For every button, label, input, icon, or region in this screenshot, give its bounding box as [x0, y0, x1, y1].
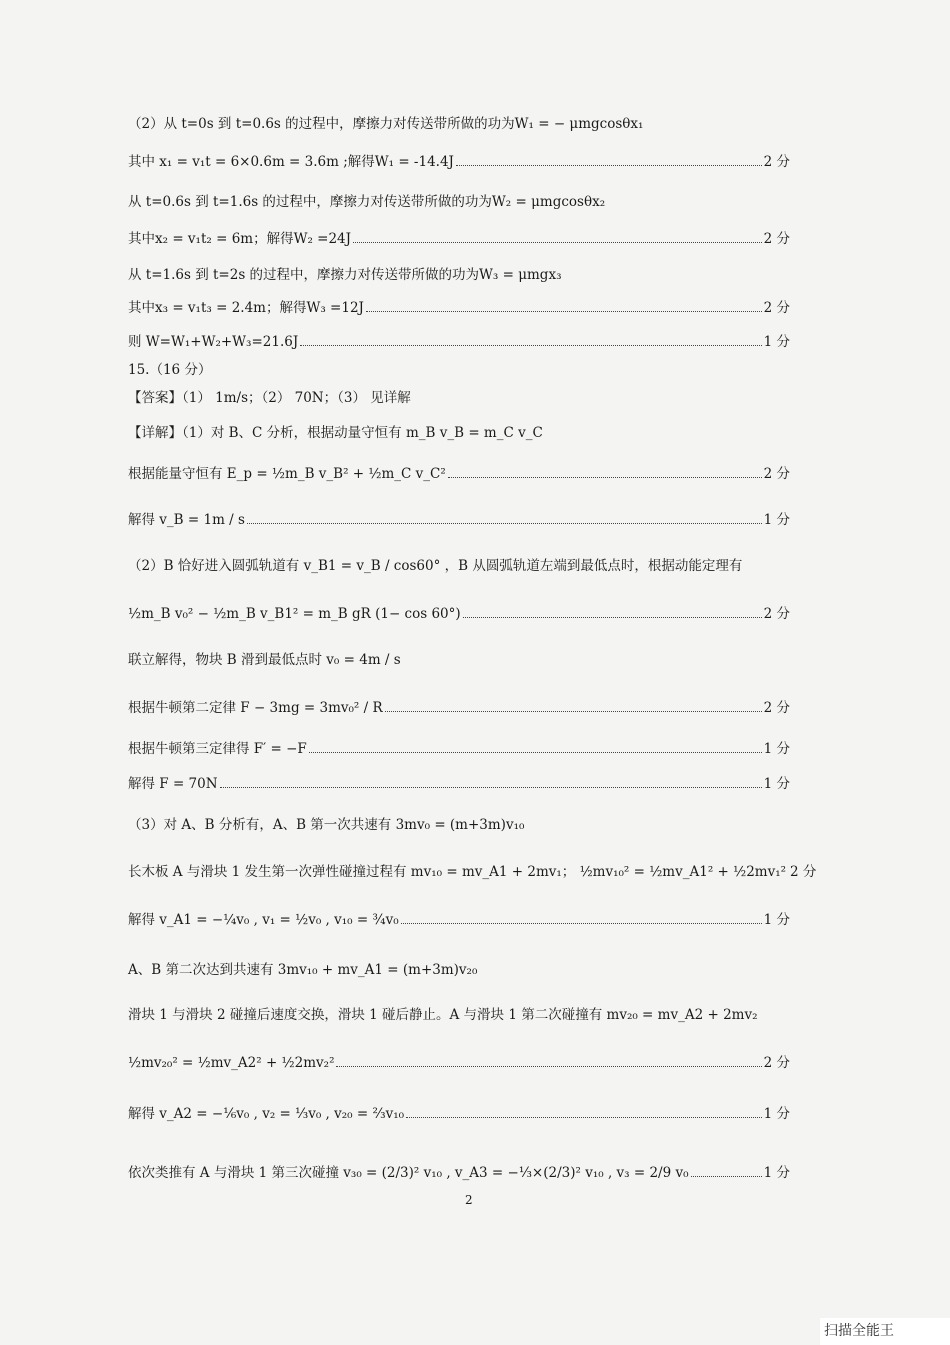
page-number: 2	[465, 1193, 473, 1207]
scanner-badge	[820, 1318, 950, 1345]
line-12: 解得 v_B = 1m / s 1 分	[128, 508, 790, 528]
score: 1 分	[763, 912, 790, 928]
score: 2 分	[763, 1055, 790, 1071]
score: 1 分	[763, 334, 790, 350]
score: 2 分	[763, 231, 790, 247]
line-18: 解得 F = 70N 1 分	[128, 772, 790, 792]
scanner-badge-label: 扫描全能王	[824, 1323, 894, 1339]
score: 2 分	[763, 606, 790, 622]
line-19: （3）对 A、B 分析有，A、B 第一次共速有 3mv₀ = (m+3m)v₁₀	[128, 817, 525, 833]
line-6: 其中x₃ = v₁t₃ = 2.4m；解得W₃ =12J 2 分	[128, 296, 790, 316]
line-2: 其中 x₁ = v₁t = 6×0.6m = 3.6m ;解得W₁ = -14.4J 2 分	[128, 150, 790, 170]
line-9: 【答案】（1） 1m/s；（2） 70N；（3） 见详解	[128, 390, 411, 406]
score: 2 分	[763, 466, 790, 482]
line-5: 从 t=1.6s 到 t=2s 的过程中，摩擦力对传送带所做的功为W₃ = μmgx₃	[128, 267, 562, 283]
score: 2 分	[763, 300, 790, 316]
line-4: 其中x₂ = v₁t₂ = 6m；解得W₂ =24J 2 分	[128, 227, 790, 247]
line-15: 联立解得，物块 B 滑到最低点时 v₀ = 4m / s	[128, 652, 401, 668]
line-23: 滑块 1 与滑块 2 碰撞后速度交换，滑块 1 碰后静止。A 与滑块 1 第二次碰撞有 mv₂₀ = mv_A2 + 2mv₂	[128, 1007, 758, 1023]
score: 2 分	[763, 700, 790, 716]
line-17: 根据牛顿第三定律得 F′ = −F 1 分	[128, 737, 790, 757]
score: 1 分	[763, 1106, 790, 1122]
line-8: 15.（16 分）	[128, 362, 212, 378]
line-24: ½mv₂₀² = ½mv_A2² + ½2mv₂² 2 分	[128, 1051, 790, 1071]
line-22: A、B 第二次达到共速有 3mv₁₀ + mv_A1 = (m+3m)v₂₀	[128, 962, 478, 978]
score: 2 分	[763, 154, 790, 170]
score: 1 分	[763, 741, 790, 757]
line-14: ½m_B v₀² − ½m_B v_B1² = m_B gR (1− cos 60°) 2 分	[128, 602, 790, 622]
line-26: 依次类推有 A 与滑块 1 第三次碰撞 v₃₀ = (2/3)² v₁₀ , v_A3 = −⅓×(2/3)² v₁₀ , v₃ = 2/9 v₀ 1 分	[128, 1161, 790, 1181]
line-13: （2）B 恰好进入圆弧轨道有 v_B1 = v_B / cos60° ，B 从圆弧轨道左端到最低点时，根据动能定理有	[128, 558, 743, 574]
score: 1 分	[763, 776, 790, 792]
score: 1 分	[763, 1165, 790, 1181]
line-21: 解得 v_A1 = −¼v₀ , v₁ = ½v₀ , v₁₀ = ¾v₀ 1 分	[128, 908, 790, 928]
line-10: 【详解】（1）对 B、C 分析，根据动量守恒有 m_B v_B = m_C v_C	[128, 425, 543, 441]
line-7: 则 W=W₁+W₂+W₃=21.6J 1 分	[128, 330, 790, 350]
line-1: （2）从 t=0s 到 t=0.6s 的过程中，摩擦力对传送带所做的功为W₁ = − μmgcosθx₁	[128, 116, 644, 132]
line-20: 长木板 A 与滑块 1 发生第一次弹性碰撞过程有 mv₁₀ = mv_A1 + 2mv₁； ½mv₁₀² = ½mv_A1² + ½2mv₁² 2 分	[128, 860, 790, 880]
line-16: 根据牛顿第二定律 F − 3mg = 3mv₀² / R 2 分	[128, 696, 790, 716]
line-11: 根据能量守恒有 E_p = ½m_B v_B² + ½m_C v_C² 2 分	[128, 462, 790, 482]
line-3: 从 t=0.6s 到 t=1.6s 的过程中，摩擦力对传送带所做的功为W₂ = μmgcosθx₂	[128, 194, 606, 210]
line-25: 解得 v_A2 = −⅙v₀ , v₂ = ⅓v₀ , v₂₀ = ⅔v₁₀ 1 分	[128, 1102, 790, 1122]
score: 1 分	[763, 512, 790, 528]
score: 2 分	[790, 864, 817, 880]
